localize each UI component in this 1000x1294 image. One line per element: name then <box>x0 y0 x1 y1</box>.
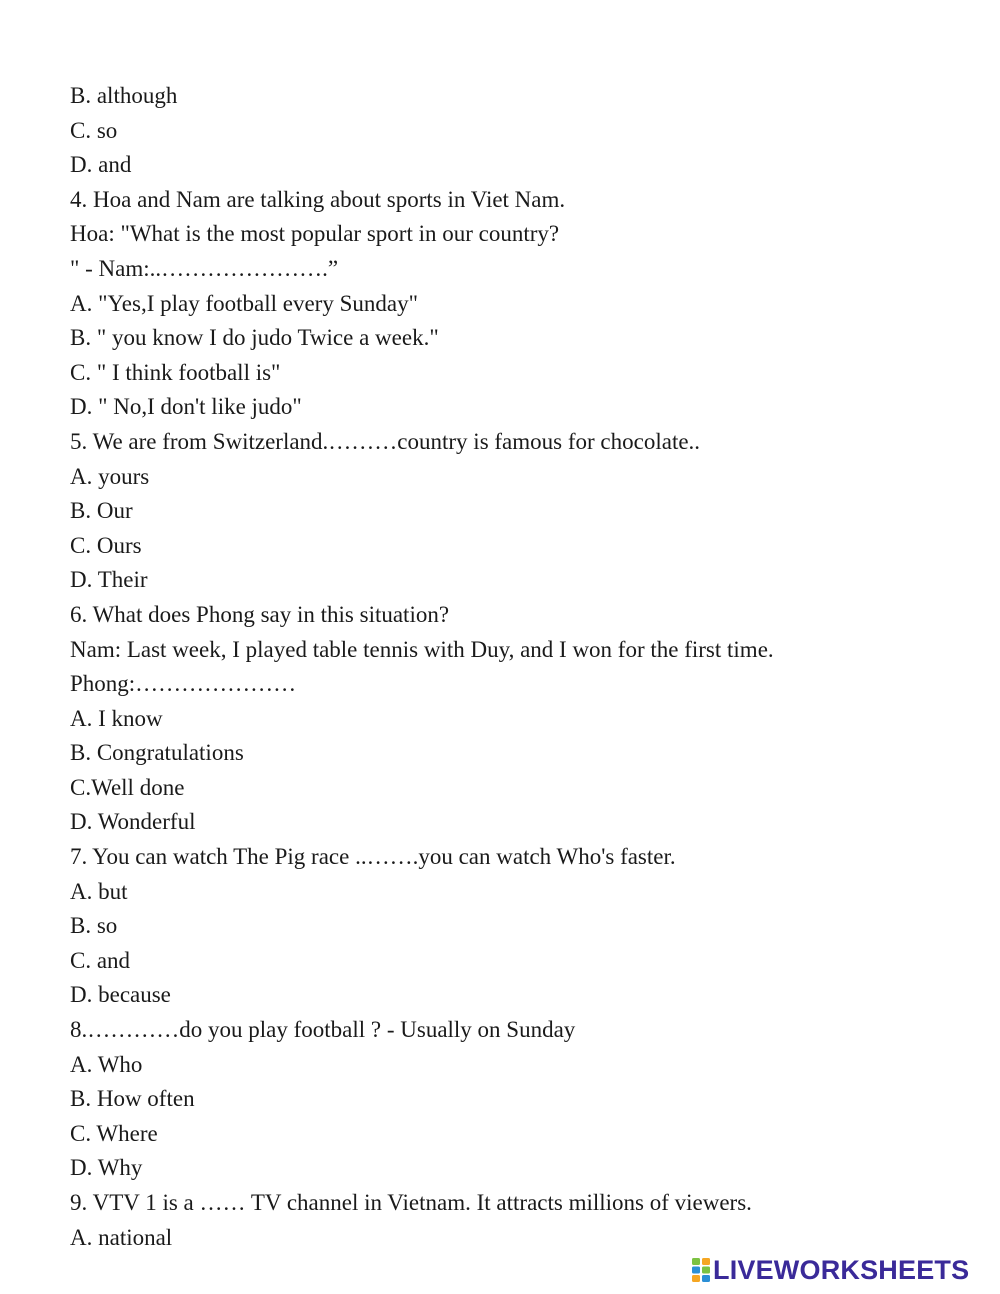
option-b: B. so <box>70 913 118 939</box>
question-8: 8.…………do you play football ? - Usually on Sunday <box>70 1017 576 1043</box>
option-a: A. but <box>70 878 128 904</box>
option-d: D. Their <box>70 567 148 593</box>
option-a: A. "Yes,I play football every Sunday" <box>70 290 418 316</box>
question-6: 6. What does Phong say in this situation? <box>70 601 450 627</box>
text-line: Phong:………………… <box>70 671 297 697</box>
text-line: Nam: Last week, I played table tennis with Duy, and I won for the first time. <box>70 636 774 662</box>
question-7: 7. You can watch The Pig race ..…….you can watch Who's faster. <box>70 844 676 870</box>
option-c: C. " I think football is" <box>70 359 281 385</box>
option-a: A. I know <box>70 705 163 731</box>
option-d: D. Why <box>70 1155 143 1181</box>
option-c: C. Where <box>70 1120 158 1146</box>
option-d: D. Wonderful <box>70 809 196 835</box>
liveworksheets-logo-icon <box>692 1258 710 1282</box>
liveworksheets-logo[interactable] <box>692 1256 969 1284</box>
text-line: Hoa: "What is the most popular sport in our country? <box>70 221 560 247</box>
text-line: " - Nam:..………………….” <box>70 255 339 281</box>
option-b: B. Our <box>70 498 133 524</box>
option-b: B. Congratulations <box>70 740 244 766</box>
option-b: B. " you know I do judo Twice a week." <box>70 325 439 351</box>
logo-text: LIVEWORKSHEETS <box>713 1254 970 1285</box>
option-b: B. How often <box>70 1086 195 1112</box>
option-c: C. Ours <box>70 532 142 558</box>
option-a: A. yours <box>70 463 150 489</box>
option-c: C.Well done <box>70 774 185 800</box>
question-list <box>70 79 970 1255</box>
option-a: A. national <box>70 1224 173 1250</box>
option-c: C. and <box>70 947 131 973</box>
text-line: D. and <box>70 152 132 178</box>
option-d: D. because <box>70 982 171 1008</box>
question-5: 5. We are from Switzerland.………country is famous for chocolate.. <box>70 428 701 454</box>
option-a: A. Who <box>70 1051 143 1077</box>
text-line: B. although <box>70 83 178 108</box>
text-line: C. so <box>70 117 118 143</box>
question-9: 9. VTV 1 is a …… TV channel in Vietnam. It attracts millions of viewers. <box>70 1190 752 1215</box>
question-4: 4. Hoa and Nam are talking about sports in Viet Nam. <box>70 186 566 212</box>
option-d: D. " No,I don't like judo" <box>70 394 302 420</box>
